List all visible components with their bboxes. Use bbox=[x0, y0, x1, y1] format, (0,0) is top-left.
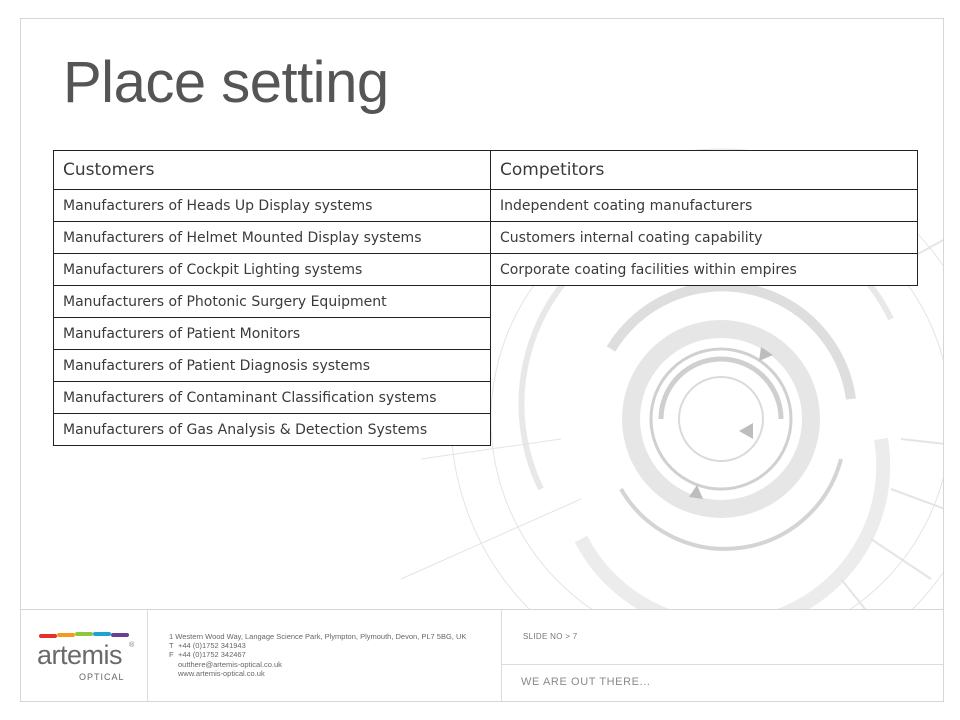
competitor-cell: Corporate coating facilities within empires bbox=[491, 254, 918, 286]
slide-title: Place setting bbox=[63, 50, 389, 115]
competitors-header: Competitors bbox=[491, 151, 918, 190]
website-link[interactable]: www.artemis-optical.co.uk bbox=[178, 668, 265, 678]
table-row bbox=[54, 350, 918, 382]
logo-subtitle: OPTICAL bbox=[79, 672, 125, 682]
empty-cell bbox=[491, 350, 918, 382]
customer-cell: Manufacturers of Cockpit Lighting systems bbox=[54, 254, 491, 286]
customer-cell: Manufacturers of Helmet Mounted Display systems bbox=[54, 222, 491, 254]
fax-number: +44 (0)1752 342467 bbox=[178, 650, 246, 660]
empty-cell bbox=[491, 382, 918, 414]
customer-cell: Manufacturers of Patient Diagnosis systems bbox=[54, 350, 491, 382]
customer-cell: Manufacturers of Gas Analysis & Detection Systems bbox=[54, 414, 491, 446]
customer-cell: Manufacturers of Patient Monitors bbox=[54, 318, 491, 350]
logo-wordmark: artemis bbox=[37, 640, 123, 670]
customer-cell: Manufacturers of Contaminant Classification systems bbox=[54, 382, 491, 414]
footer-divider bbox=[502, 664, 944, 665]
competitor-cell: Customers internal coating capability bbox=[491, 222, 918, 254]
email-line bbox=[169, 660, 466, 669]
customer-cell: Manufacturers of Photonic Surgery Equipment bbox=[54, 286, 491, 318]
company-slogan: WE ARE OUT THERE... bbox=[521, 676, 651, 688]
phone-line bbox=[169, 641, 466, 650]
empty-cell bbox=[491, 286, 918, 318]
email-link[interactable]: outthere@artemis-optical.co.uk bbox=[178, 659, 282, 669]
table-row bbox=[54, 414, 918, 446]
slide-footer bbox=[21, 609, 944, 702]
customers-header: Customers bbox=[54, 151, 491, 190]
fax-line bbox=[169, 650, 466, 659]
slide-number: SLIDE NO > 7 bbox=[523, 632, 578, 641]
empty-cell bbox=[491, 318, 918, 350]
customer-cell: Manufacturers of Heads Up Display systems bbox=[54, 190, 491, 222]
company-address-block bbox=[169, 632, 466, 678]
footer-divider bbox=[501, 610, 502, 702]
table-row bbox=[54, 286, 918, 318]
website-line bbox=[169, 669, 466, 678]
competitor-cell: Independent coating manufacturers bbox=[491, 190, 918, 222]
artemis-logo bbox=[35, 630, 139, 690]
phone-number: +44 (0)1752 341943 bbox=[178, 641, 246, 651]
phone-label: T bbox=[169, 641, 174, 651]
table-row bbox=[54, 254, 918, 286]
table-row bbox=[54, 190, 918, 222]
table-header-row bbox=[54, 151, 918, 190]
customers-competitors-table bbox=[53, 150, 918, 446]
address-line: 1 Western Wood Way, Langage Science Park, Plympton, Plymouth, Devon, PL7 5BG, UK bbox=[169, 632, 467, 641]
slide bbox=[20, 18, 944, 702]
footer-divider bbox=[147, 610, 148, 702]
table-row bbox=[54, 222, 918, 254]
table-row bbox=[54, 318, 918, 350]
logo-registered-mark: ® bbox=[129, 642, 135, 649]
table-row bbox=[54, 382, 918, 414]
empty-cell bbox=[491, 414, 918, 446]
fax-label: F bbox=[169, 650, 174, 660]
